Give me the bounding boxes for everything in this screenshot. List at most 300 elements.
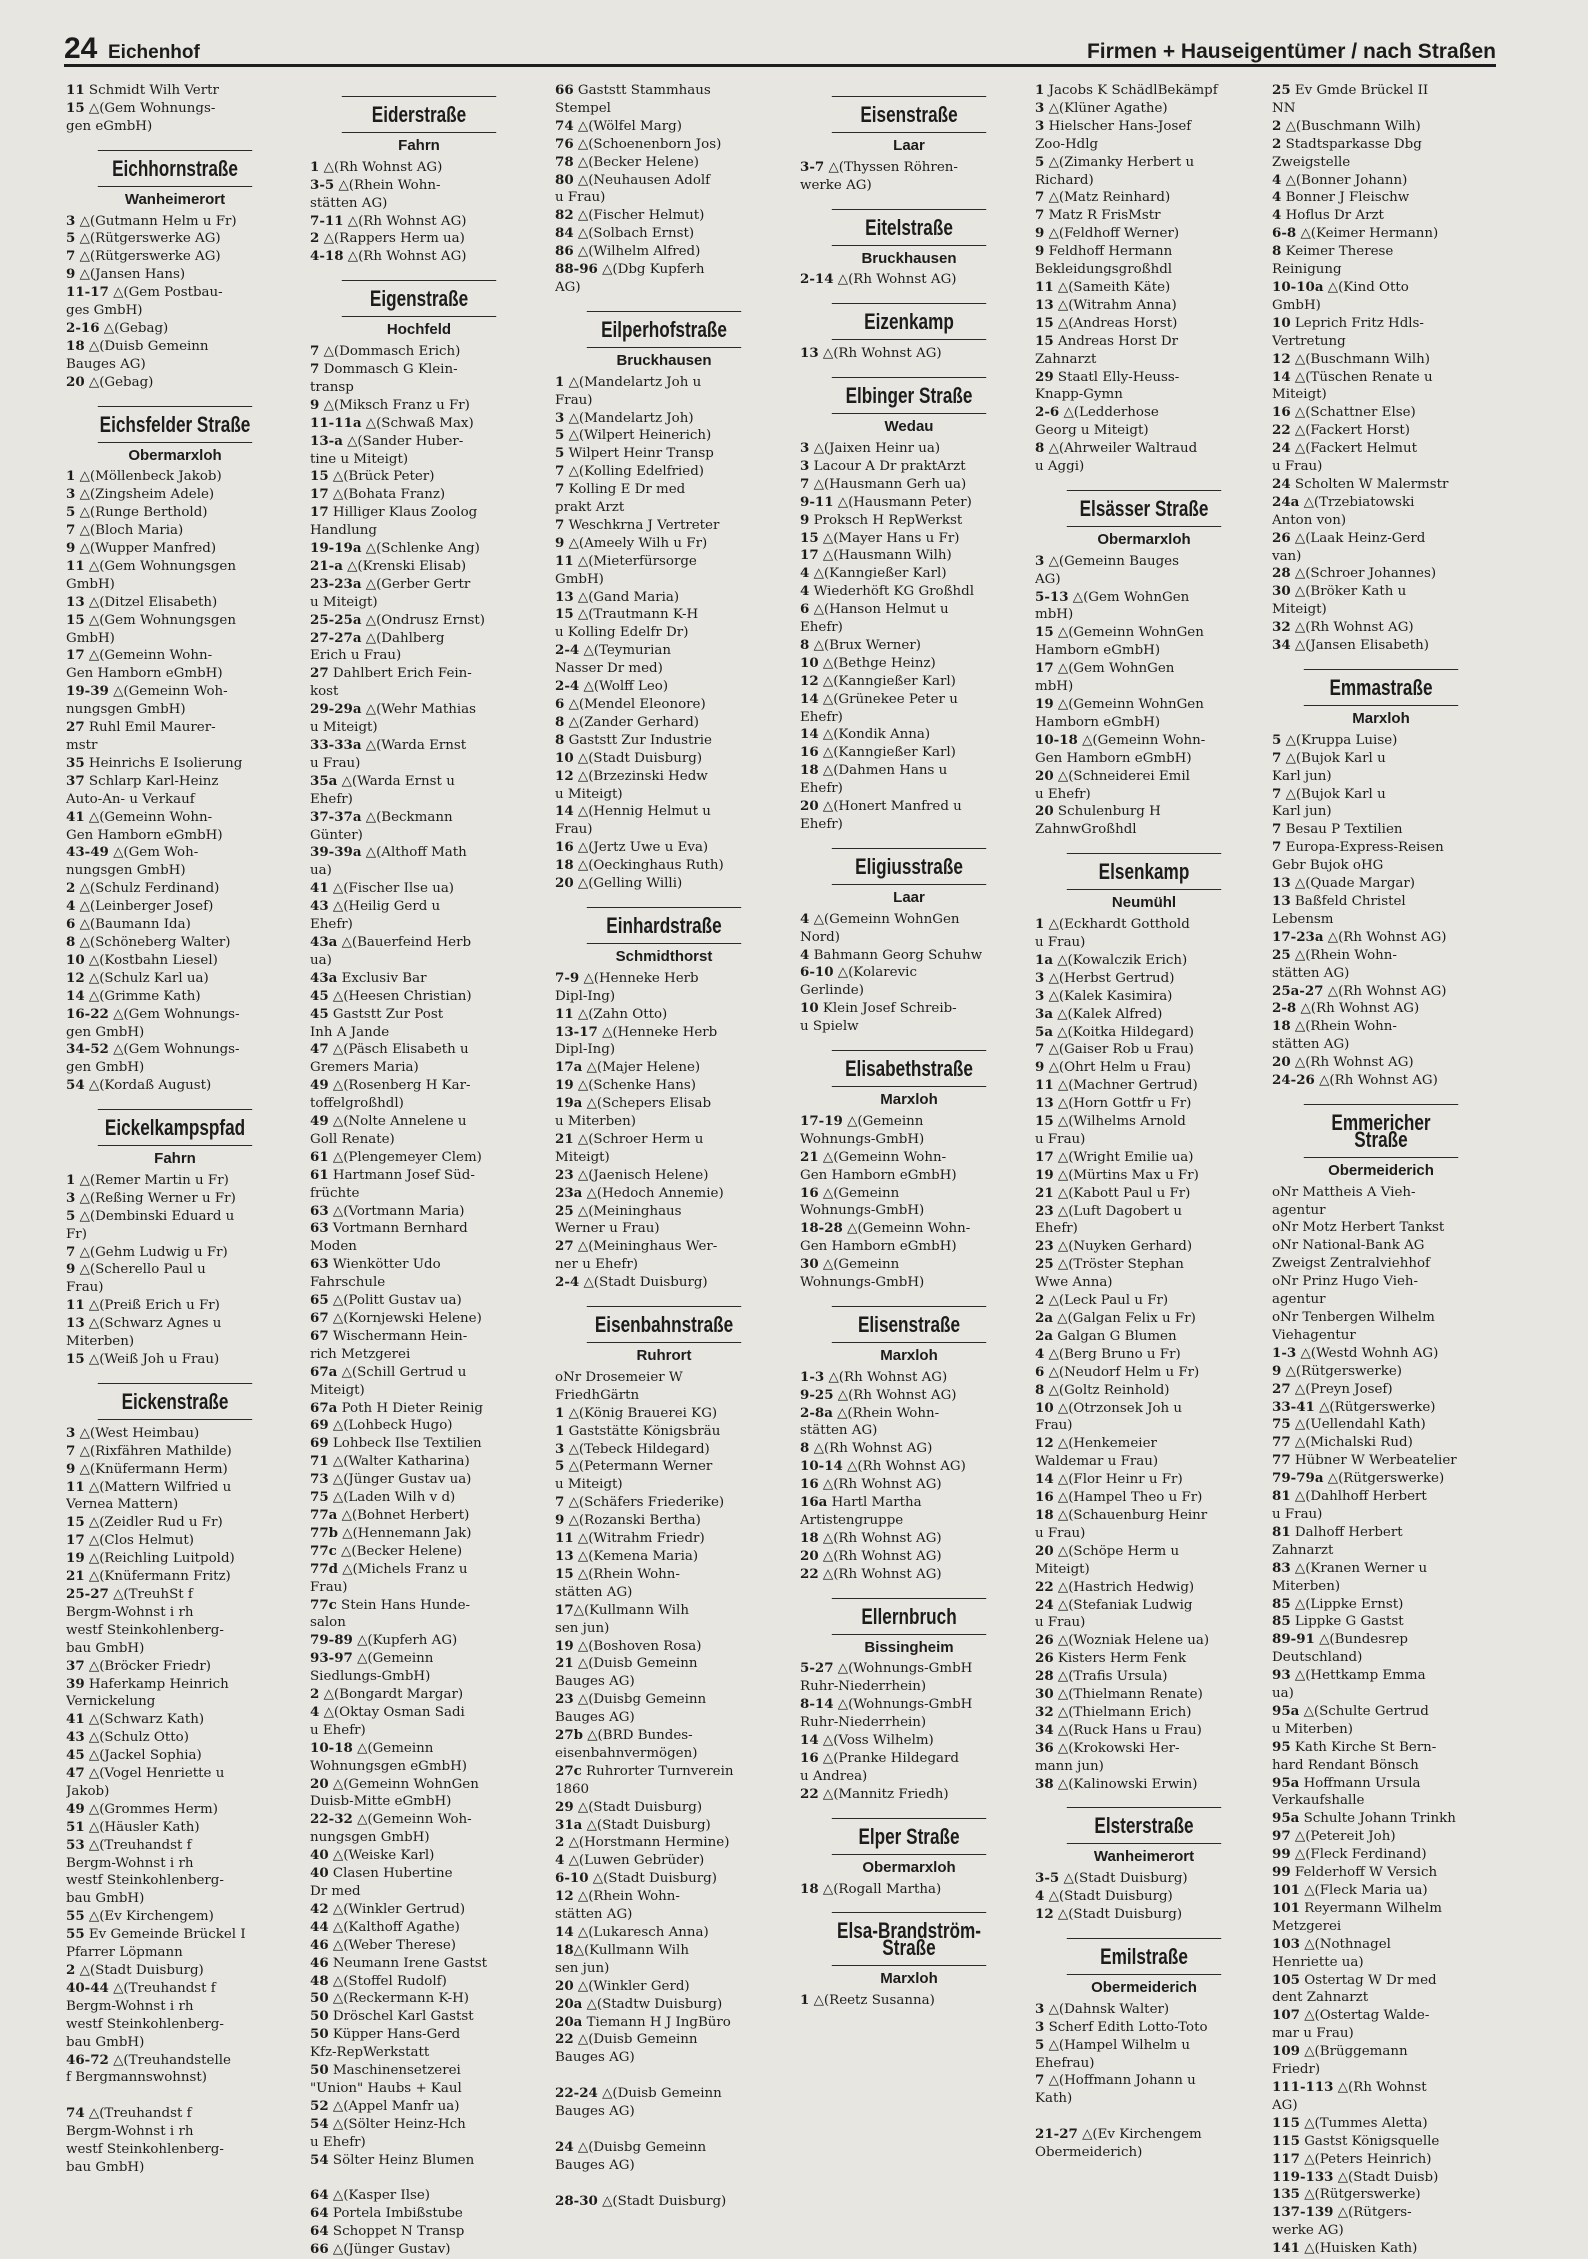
- house-number: 13: [1272, 892, 1291, 909]
- address-entry: [800, 709, 1018, 727]
- address-entry: [1272, 512, 1490, 530]
- entry-text: △(Rh Wohnst AG): [1323, 983, 1447, 999]
- house-number: 6-8: [1272, 225, 1297, 242]
- entry-text: westf Steinkohlenberg-: [66, 2016, 224, 2032]
- entry-text: △(Appel Manfr ua): [328, 2098, 460, 2114]
- address-entry: [1035, 1888, 1253, 1906]
- address-entry: [1272, 1613, 1490, 1631]
- address-entry: [555, 1960, 773, 1978]
- entry-text: △(Zimanky Herbert u: [1044, 154, 1195, 170]
- house-number: 3: [800, 457, 810, 474]
- address-entry: [800, 1256, 1018, 1274]
- address-entry: [310, 177, 528, 195]
- address-entry: [1272, 1184, 1490, 1202]
- entry-text: Schmidt Wilh Vertr: [84, 83, 219, 98]
- entry-text: △(Pranke Hildegard: [818, 1750, 960, 1766]
- house-number: 80: [555, 171, 574, 188]
- house-number: 5: [555, 445, 565, 462]
- address-entry: [800, 816, 1018, 834]
- house-number: 16: [1272, 404, 1291, 421]
- entry-text: △(Schroer Herm u: [573, 1131, 704, 1147]
- district-heading: Fahrn: [154, 1150, 196, 1168]
- house-number: 4-18: [310, 248, 344, 265]
- continued-entries: [66, 82, 284, 136]
- address-entry: [1272, 1506, 1490, 1524]
- entry-text: Zoo-Hdlg: [1035, 136, 1099, 152]
- address-entry: [800, 744, 1018, 762]
- address-entry: [66, 2016, 284, 2034]
- house-number: 3-7: [800, 158, 825, 175]
- street-block: [800, 1818, 1018, 1899]
- address-entry: [66, 2105, 284, 2123]
- address-entry: [1272, 1775, 1490, 1793]
- entry-text: Ruhl Emil Maurer-: [84, 720, 216, 736]
- address-entry: [800, 177, 1018, 195]
- address-entry: [555, 1620, 773, 1638]
- entry-text: u Frau): [1035, 1131, 1086, 1147]
- entry-text: △(Gemeinn Woh-: [352, 1812, 472, 1828]
- address-entry: [66, 486, 284, 504]
- address-entry: [1272, 2240, 1490, 2258]
- address-entry: [1272, 1757, 1490, 1775]
- entry-text: Kath): [1035, 2091, 1073, 2107]
- address-entry: [310, 1346, 528, 1364]
- address-entry: [1035, 1256, 1253, 1274]
- entry-text: △(Mürtins Max u Fr): [1053, 1167, 1199, 1183]
- address-entry: [800, 1131, 1018, 1149]
- address-entry: [66, 522, 284, 540]
- address-entry: [800, 271, 1018, 289]
- address-entry: [1272, 1416, 1490, 1434]
- entry-text: Wiederhöft KG Großhdl: [809, 584, 975, 600]
- address-entry: [555, 279, 773, 297]
- entry-text: △(Knüfermann Herm): [75, 1461, 228, 1477]
- entry-text: Gebr Bujok oHG: [1272, 858, 1384, 874]
- house-number: 7-11: [310, 212, 344, 229]
- entry-text: △(Rh Wohnst AG): [343, 249, 467, 265]
- house-number: 21: [66, 1568, 85, 1585]
- house-number: 21: [555, 1655, 574, 1672]
- entry-text: △(Herbst Gertrud): [1044, 970, 1175, 986]
- address-entry: [1272, 2043, 1490, 2061]
- continued-entries: [1035, 82, 1253, 476]
- address-entry: [1272, 207, 1490, 225]
- address-entry: [66, 1908, 284, 1926]
- entry-text: Bauges AG): [66, 356, 146, 372]
- address-entry: [800, 1149, 1018, 1167]
- house-number: 8: [555, 713, 565, 730]
- address-entry: [1035, 1668, 1253, 1686]
- entry-text: △(Kullmann Wilh: [573, 1602, 689, 1618]
- address-entry: [555, 1638, 773, 1656]
- entry-text: △(Rhein Wohn-: [832, 1405, 940, 1421]
- house-number: 27: [66, 719, 85, 736]
- address-entry: [1035, 786, 1253, 804]
- house-number: 20: [1035, 803, 1054, 820]
- address-entry: [310, 1525, 528, 1543]
- house-number: 7: [310, 360, 320, 377]
- address-entry: [800, 929, 1018, 947]
- entry-text: △(Rh Wohnst AG): [818, 346, 942, 362]
- entry-text: △(Wilhelm Alfred): [573, 244, 701, 260]
- address-entry: [800, 440, 1018, 458]
- entry-text: △(Warda Ernst u: [337, 773, 455, 789]
- house-number: 13: [66, 1315, 85, 1332]
- house-number: 1: [1035, 82, 1045, 98]
- house-number: 11: [66, 557, 85, 574]
- address-entry: [310, 1364, 528, 1382]
- house-number: 24: [555, 2138, 574, 2155]
- entry-text: △(Petereit Joh): [1290, 1829, 1396, 1845]
- entry-text: f Bergmannswohnst): [66, 2070, 208, 2086]
- house-number: 5-27: [800, 1660, 834, 1677]
- house-number: 115: [1272, 2114, 1300, 2131]
- entry-text: △(Gem WohnGen: [1068, 589, 1190, 605]
- address-entry: [66, 82, 284, 100]
- house-number: 93: [1272, 1667, 1291, 1684]
- address-entry: [800, 494, 1018, 512]
- address-entry: [310, 1453, 528, 1471]
- address-entry: [1035, 714, 1253, 732]
- entry-text: △(Koitka Hildegard): [1053, 1024, 1194, 1040]
- address-entry: [1272, 2115, 1490, 2133]
- house-number: 10-18: [1035, 731, 1078, 748]
- entry-text: △(Duisbg Gemeinn: [573, 2139, 707, 2155]
- address-entry: [555, 821, 773, 839]
- address-entry: [555, 1494, 773, 1512]
- house-number: 8-14: [800, 1696, 834, 1713]
- address-entry: [555, 2031, 773, 2049]
- house-number: 16: [800, 1184, 819, 1201]
- entry-text: △(Solbach Ernst): [573, 226, 695, 242]
- house-number: 2: [1272, 117, 1282, 134]
- entry-text: Haferkamp Heinrich: [84, 1676, 229, 1692]
- house-number: 24: [1272, 475, 1291, 492]
- house-number: 14: [800, 726, 819, 743]
- entry-text: △(Thielmann Renate): [1053, 1687, 1203, 1703]
- address-entry: [1035, 2090, 1253, 2108]
- entry-text: Dröschel Karl Gastst: [328, 2009, 474, 2025]
- entry-text: △(Mandelartz Joh u: [564, 374, 702, 390]
- house-number: 10: [800, 654, 819, 671]
- entry-text: u Aggi): [1035, 459, 1085, 475]
- street-block: [66, 1109, 284, 1369]
- address-entry: [1035, 1870, 1253, 1888]
- entry-text: △(Luft Dagobert u: [1053, 1203, 1183, 1219]
- address-entry: [1035, 422, 1253, 440]
- address-entry: [310, 898, 528, 916]
- district-heading: Hochfeld: [386, 321, 452, 339]
- address-entry: [1272, 1703, 1490, 1721]
- address-entry: [800, 1440, 1018, 1458]
- entry-text: △(Dbg Kupferh: [597, 262, 705, 278]
- address-entry: [1272, 261, 1490, 279]
- address-entry: [1272, 1596, 1490, 1614]
- entry-text: Portela Imbißstube: [328, 2206, 463, 2222]
- address-entry: [310, 433, 528, 451]
- entry-text: △(Jertz Uwe u Eva): [573, 840, 709, 856]
- address-entry: [310, 2241, 528, 2259]
- house-number: 99: [1272, 1846, 1291, 1863]
- entry-text: △(Kalek Kasimira): [1044, 988, 1173, 1004]
- address-entry: [1272, 619, 1490, 637]
- entry-text: Schulte Johann Trinkh: [1299, 1811, 1456, 1827]
- address-entry: [310, 1632, 528, 1650]
- address-entry: [66, 1351, 284, 1369]
- house-number: 5-13: [1035, 588, 1069, 605]
- address-entry: [1272, 1685, 1490, 1703]
- entry-text: △(Kasper Ilse): [328, 2188, 431, 2204]
- address-entry: [800, 1185, 1018, 1203]
- entry-text: △(Thyssen Röhren-: [824, 159, 958, 175]
- entry-text: Miteigt): [1272, 602, 1327, 618]
- entry-text: Stadtsparkasse Dbg: [1281, 136, 1422, 152]
- address-entry: [1272, 1345, 1490, 1363]
- entry-text: △(Gehm Ludwig u Fr): [75, 1244, 228, 1260]
- address-entry: [1272, 583, 1490, 601]
- entry-text: u Frau): [1035, 1525, 1086, 1541]
- entry-text: △(Trafis Ursula): [1053, 1669, 1168, 1685]
- house-number: 67a: [310, 1363, 338, 1380]
- house-number: 101: [1272, 1899, 1300, 1916]
- address-entry: [1272, 476, 1490, 494]
- house-number: 14: [1272, 368, 1291, 385]
- house-number: 8: [1272, 243, 1282, 260]
- address-entry: [555, 732, 773, 750]
- house-number: 15: [1035, 332, 1054, 349]
- house-number: 3: [555, 409, 565, 426]
- house-number: 27b: [555, 1727, 583, 1744]
- entry-text: △(Treuhandst f: [84, 1837, 192, 1853]
- address-entry: [555, 1458, 773, 1476]
- entry-text: △(Preyn Josef): [1290, 1381, 1393, 1397]
- house-number: 50: [310, 2026, 329, 2043]
- house-number: 46-72: [66, 2051, 109, 2068]
- address-entry: [310, 2205, 528, 2223]
- address-entry: [800, 1220, 1018, 1238]
- house-number: 10: [66, 951, 85, 968]
- address-entry: [1035, 1543, 1253, 1561]
- entry-text: △(Duisbg Gemeinn: [573, 1692, 707, 1708]
- house-number: 13: [1272, 875, 1291, 892]
- entry-text: △(Matz Reinhard): [1044, 190, 1171, 206]
- house-number: 18: [800, 1529, 819, 1546]
- entry-text: Bauges AG): [555, 1710, 635, 1726]
- entry-text: werke AG): [1272, 2223, 1344, 2239]
- entry-text: △(Häusler Kath): [84, 1819, 200, 1835]
- entry-text: △(Kanngießer Karl): [818, 745, 956, 761]
- entry-text: △(Stadt Duisb): [1333, 2169, 1439, 2185]
- entry-text: △(Brux Werner): [809, 637, 921, 653]
- address-entry: [1035, 1203, 1253, 1221]
- address-entry: [310, 701, 528, 719]
- address-entry: [1035, 1906, 1253, 1924]
- address-entry: [66, 2052, 284, 2070]
- address-entry: [310, 916, 528, 934]
- house-number: 88-96: [555, 261, 598, 278]
- entry-text: △(Gemeinn Woh-: [108, 684, 228, 700]
- entry-text: △(Michels Franz u: [338, 1561, 468, 1577]
- address-entry: [1272, 893, 1490, 911]
- house-number: 18-28: [800, 1220, 843, 1237]
- house-number: 24a: [1272, 493, 1300, 510]
- address-entry: [555, 786, 773, 804]
- house-number: 15: [66, 611, 85, 628]
- house-number: 46: [310, 1936, 329, 1953]
- entry-text: △(Gemeinn Bauges: [1044, 553, 1179, 569]
- entry-text: △(Bauerfeind Herb: [337, 934, 472, 950]
- house-number: 4: [800, 583, 810, 600]
- address-entry: [66, 916, 284, 934]
- entry-text: △(Rh Wohnst AG): [809, 1441, 933, 1457]
- address-entry: [800, 512, 1018, 530]
- entry-text: △(Duisb Gemeinn: [597, 2086, 722, 2102]
- entry-text: △(Boshoven Rosa): [573, 1638, 702, 1654]
- address-entry: [310, 379, 528, 397]
- address-entry: [800, 762, 1018, 780]
- entry-text: △(Dahlhoff Herbert: [1290, 1489, 1427, 1505]
- address-entry: [1272, 768, 1490, 786]
- house-number: 7: [555, 481, 565, 498]
- address-entry: [310, 2098, 528, 2116]
- entry-text: △(Dahmen Hans u: [818, 763, 948, 779]
- entry-text: Duisb-Mitte eGmbH): [310, 1794, 452, 1810]
- house-number: 11: [1035, 278, 1054, 295]
- house-number: 66: [310, 2241, 329, 2258]
- entry-text: △(Stefaniak Ludwig: [1053, 1597, 1193, 1613]
- entry-text: △(Kruppa Luise): [1281, 732, 1398, 748]
- entry-text: Bergm-Wohnst i rh: [66, 2124, 194, 2140]
- entry-text: △(Rhein Wohn-: [334, 177, 441, 193]
- address-entry: [310, 1041, 528, 1059]
- street-block: [66, 406, 284, 1096]
- house-number: 69: [310, 1435, 329, 1452]
- address-entry: [310, 827, 528, 845]
- entry-text: Kfz-RepWerkstatt: [310, 2045, 430, 2061]
- entry-text: Frau): [1035, 1418, 1073, 1434]
- entry-text: △(Schneiderei Emil: [1053, 768, 1190, 784]
- house-number: 34-52: [66, 1041, 109, 1058]
- entry-text: △(Rh Wohnst AG): [818, 1548, 942, 1564]
- entry-text: westf Steinkohlenberg-: [66, 2142, 224, 2158]
- address-entry: [1272, 1936, 1490, 1954]
- address-entry: [66, 1998, 284, 2016]
- address-entry: [1035, 2001, 1253, 2019]
- address-entry: [1035, 2126, 1253, 2144]
- address-entry: [66, 1479, 284, 1497]
- street-heading: Elsässer Straße: [1067, 490, 1221, 527]
- house-number: 5: [1035, 2036, 1045, 2053]
- house-number: 11: [1035, 1077, 1054, 1094]
- entry-text: △(Nolte Annelene u: [328, 1114, 467, 1130]
- street-heading: Eisenbahnstraße: [587, 1306, 741, 1343]
- house-number: 8: [800, 636, 810, 653]
- address-entry: [1272, 1649, 1490, 1667]
- address-entry: [555, 172, 773, 190]
- address-entry: [1272, 965, 1490, 983]
- address-entry: [310, 844, 528, 862]
- address-entry: [555, 1423, 773, 1441]
- address-entry: [555, 1584, 773, 1602]
- address-entry: [1272, 1018, 1490, 1036]
- entry-text: Ev Gemeinde Brückel I: [84, 1927, 246, 1943]
- address-entry: [1035, 297, 1253, 315]
- address-entry: [310, 683, 528, 701]
- entry-text: △(Gem Postbau-: [108, 285, 223, 301]
- entry-text: AG): [1272, 2097, 1298, 2113]
- address-entry: [66, 701, 284, 719]
- address-entry: [310, 1865, 528, 1883]
- entry-text: △(Oktay Osman Sadi: [319, 1704, 465, 1720]
- address-entry: [1035, 351, 1253, 369]
- entry-text: △(Schwaß Max): [361, 415, 474, 431]
- address-entry: [66, 558, 284, 576]
- entry-text: △(Gem Wohnungsgen: [84, 612, 236, 628]
- entry-text: △(Laden Wilh v d): [328, 1490, 456, 1506]
- address-entry: [66, 374, 284, 392]
- house-number: 7: [1272, 839, 1282, 856]
- directory-column-3: [555, 82, 773, 2211]
- entry-text: △(Rh Wohnst AG): [833, 272, 957, 288]
- address-entry: [1272, 1864, 1490, 1882]
- entry-text: Bonner J Fleischw: [1281, 190, 1410, 206]
- address-entry: [555, 154, 773, 172]
- house-number: 7: [555, 463, 565, 480]
- house-number: 20a: [555, 1995, 583, 2012]
- entry-text: △(Lukaresch Anna): [573, 1925, 709, 1940]
- entry-text: 1860: [555, 1781, 590, 1797]
- entry-text: △(Althoff Math: [361, 845, 467, 861]
- address-entry: [555, 517, 773, 535]
- address-entry: [800, 1167, 1018, 1185]
- address-entry: [66, 1837, 284, 1855]
- house-number: 13-17: [555, 1023, 598, 1040]
- house-number: 7-9: [555, 969, 580, 986]
- street-block: [800, 377, 1018, 834]
- address-entry: [310, 1400, 528, 1418]
- entry-text: u Ehefr): [310, 1722, 366, 1738]
- entry-text: △(Horn Gottfr u Fr): [1053, 1096, 1192, 1112]
- address-entry: [555, 1566, 773, 1584]
- entry-text: △(TreuhSt f: [108, 1586, 193, 1602]
- house-number: 73: [310, 1471, 329, 1488]
- address-entry: [66, 1676, 284, 1694]
- house-number: 7: [66, 1442, 76, 1459]
- address-entry: [1035, 1167, 1253, 1185]
- entry-text: △(Gemeinn WohnGen: [1053, 625, 1204, 641]
- entry-text: Andreas Horst Dr: [1053, 333, 1178, 349]
- address-entry: [66, 213, 284, 231]
- entry-text: Matz R FrisMstr: [1044, 208, 1161, 224]
- address-entry: [66, 1226, 284, 1244]
- house-number: 8: [1035, 440, 1045, 457]
- entry-text: △(Stadt Duisburg): [573, 1799, 703, 1815]
- house-number: 66: [555, 82, 574, 98]
- address-entry: [310, 970, 528, 988]
- entry-text: △(Lohbeck Hugo): [328, 1418, 453, 1434]
- address-entry: [1035, 768, 1253, 786]
- address-entry: [555, 1799, 773, 1817]
- street-heading: Elsa-Brandström-Straße: [832, 1912, 986, 1966]
- address-entry: [310, 612, 528, 630]
- house-number: 1: [555, 1404, 565, 1421]
- directory-column-5: [1035, 82, 1253, 2162]
- entry-text: △(Tröster Stephan: [1053, 1257, 1184, 1273]
- house-number: 43-49: [66, 844, 109, 861]
- entry-text: △(Wolff Leo): [579, 679, 669, 695]
- entry-text: Gen Hamborn eGmbH): [1035, 750, 1192, 766]
- entry-text: agentur: [1272, 1292, 1326, 1308]
